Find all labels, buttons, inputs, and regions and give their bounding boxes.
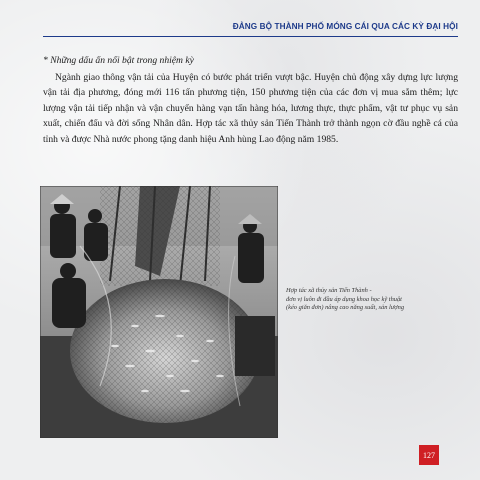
section-subheading: * Những dấu ấn nổi bật trong nhiệm kỳ <box>43 55 194 66</box>
photo-caption <box>286 287 461 313</box>
caption-line: đơn vị luôn đi đầu áp dụng khoa học kỹ thuật <box>286 295 402 303</box>
running-header: ĐẢNG BỘ THÀNH PHỐ MÓNG CÁI QUA CÁC KỲ ĐẠI HỘI <box>232 22 458 31</box>
header-divider <box>43 36 458 37</box>
caption-line: Hợp tác xã thủy sản Tiến Thành - <box>286 287 372 294</box>
fishing-net-photo <box>40 186 278 438</box>
body-paragraph: Ngành giao thông vận tải của Huyện có bước phát triển vượt bậc. Huyện chủ động xây dựng lực lượng vận tải địa phương, đóng mới 116 tấn phương tiện, 150 phương tiện của các đơn vị mua sắm thêm; lực lượng vận tải tiếp nhận và vận chuyển hàng vạn tấn hàng hóa, lương thực, thực phẩm, vật tư phục vụ sản xuất, chiến đấu và đời sống Nhân dân. Hợp tác xã thủy sản Tiến Thành trở thành ngọn cờ đầu nghề cá của tỉnh và được Nhà nước phong tặng danh hiệu Anh hùng Lao động năm 1985. <box>43 72 458 145</box>
page-number-badge: 127 <box>419 445 439 465</box>
caption-line: (kéo giăn đơn) nâng cao năng suất, sản lượng <box>286 304 405 312</box>
